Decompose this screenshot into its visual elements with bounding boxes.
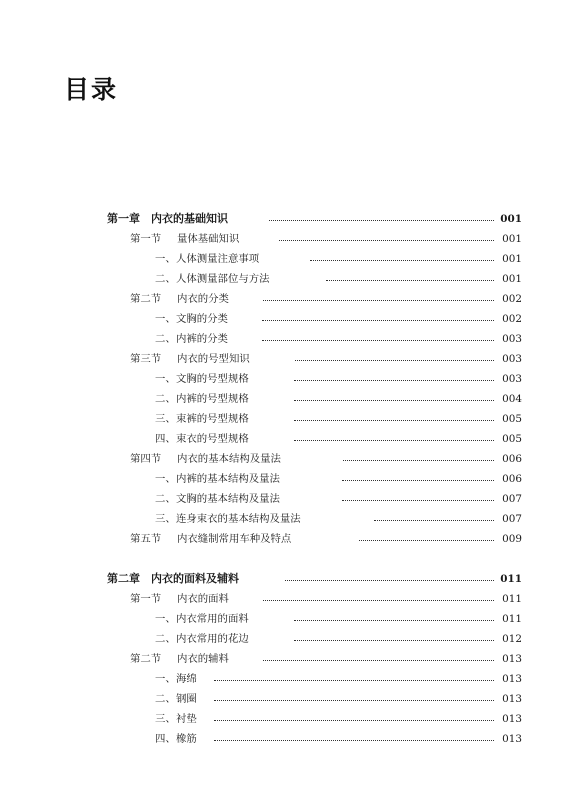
toc-entry-number: 一、 (155, 313, 176, 325)
toc-page-number: 003 (502, 333, 522, 345)
toc-entry-number: 四、 (155, 433, 176, 445)
toc-entry-title: 衬垫 (176, 713, 197, 725)
toc-entry-title: 人体测量注意事项 (176, 253, 260, 265)
dot-leader (294, 640, 494, 641)
dot-leader (295, 360, 494, 361)
toc-chapter-row[interactable] (0, 569, 569, 589)
toc-item-row[interactable] (0, 249, 569, 269)
dot-leader (214, 680, 494, 681)
toc-section-row[interactable] (0, 529, 569, 549)
toc-entry-number: 三、 (155, 513, 176, 525)
toc-item-row[interactable] (0, 609, 569, 629)
toc-entry-title: 文胸的号型规格 (176, 373, 249, 385)
toc-entry-number: 三、 (155, 713, 176, 725)
toc-entry-title: 束衣的号型规格 (176, 433, 249, 445)
dot-leader (263, 600, 494, 601)
toc-entry-number: 四、 (155, 733, 176, 745)
toc-entry-title: 连身束衣的基本结构及量法 (176, 513, 301, 525)
toc-entry-number: 一、 (155, 613, 176, 625)
toc-entry-number: 一、 (155, 373, 176, 385)
toc-entry-number: 二、 (155, 333, 176, 345)
toc-item-row[interactable] (0, 489, 569, 509)
toc-page-number: 009 (502, 533, 522, 545)
toc-entry-number: 二、 (155, 493, 176, 505)
toc-entry-number: 第五节 (130, 533, 162, 545)
toc-section-row[interactable] (0, 589, 569, 609)
toc-entry-title: 内衣的基本结构及量法 (177, 453, 281, 465)
toc-page-number: 007 (502, 513, 522, 525)
toc-entry-title: 内衣的面料及辅料 (151, 572, 239, 585)
toc-entry-title: 量体基础知识 (177, 233, 240, 245)
toc-entry-title: 内衣的号型知识 (177, 353, 250, 365)
toc-entry-title: 海绵 (176, 673, 197, 685)
dot-leader (269, 220, 494, 221)
toc-entry-title: 文胸的基本结构及量法 (176, 493, 280, 505)
toc-entry-title: 文胸的分类 (176, 313, 228, 325)
toc-page-number: 012 (502, 633, 522, 645)
dot-leader (342, 480, 494, 481)
dot-leader (294, 380, 494, 381)
toc-entry-number: 第一章 (107, 212, 140, 225)
toc-section-row[interactable] (0, 349, 569, 369)
toc-entry-title: 内裤的号型规格 (176, 393, 249, 405)
toc-entry-number: 第四节 (130, 453, 162, 465)
toc-page-number: 011 (500, 573, 522, 585)
toc-item-row[interactable] (0, 409, 569, 429)
toc-item-row[interactable] (0, 469, 569, 489)
page-title: 目录 (64, 75, 119, 104)
toc-page-number: 013 (502, 733, 522, 745)
dot-leader (262, 320, 494, 321)
toc-item-row[interactable] (0, 429, 569, 449)
toc-section-row[interactable] (0, 229, 569, 249)
toc-page-number: 013 (502, 653, 522, 665)
toc-item-row[interactable] (0, 389, 569, 409)
toc-page-number: 001 (502, 233, 522, 245)
dot-leader (214, 740, 494, 741)
toc-entry-title: 内衣的分类 (177, 293, 229, 305)
toc-entry-number: 三、 (155, 413, 176, 425)
toc-chapter-row[interactable] (0, 209, 569, 229)
toc-page-number: 001 (502, 273, 522, 285)
toc-page-number: 001 (500, 213, 522, 225)
toc-section-row[interactable] (0, 649, 569, 669)
dot-leader (214, 700, 494, 701)
toc-item-row[interactable] (0, 509, 569, 529)
toc-page-number: 003 (502, 373, 522, 385)
toc-section-row[interactable] (0, 449, 569, 469)
toc-entry-number: 二、 (155, 633, 176, 645)
toc-entry-number: 二、 (155, 273, 176, 285)
dot-leader (294, 440, 494, 441)
toc-entry-title: 橡筋 (176, 733, 197, 745)
toc-entry-title: 内衣缝制常用车种及特点 (177, 533, 292, 545)
toc-item-row[interactable] (0, 269, 569, 289)
toc-entry-number: 第二节 (130, 653, 162, 665)
toc-entry-title: 内衣常用的花边 (176, 633, 249, 645)
toc-page-number: 005 (502, 433, 522, 445)
dot-leader (262, 340, 494, 341)
dot-leader (294, 620, 494, 621)
toc-entry-number: 第三节 (130, 353, 162, 365)
toc-entry-number: 一、 (155, 473, 176, 485)
toc-entry-title: 内衣常用的面料 (176, 613, 249, 625)
toc-entry-number: 第一节 (130, 593, 162, 605)
dot-leader (326, 280, 494, 281)
toc-section-row[interactable] (0, 289, 569, 309)
toc-page-number: 001 (502, 253, 522, 265)
toc-page-number: 007 (502, 493, 522, 505)
toc-entry-title: 束裤的号型规格 (176, 413, 249, 425)
toc-item-row[interactable] (0, 729, 569, 749)
dot-leader (374, 520, 494, 521)
toc-entry-number: 二、 (155, 693, 176, 705)
toc-page-number: 013 (502, 693, 522, 705)
toc-item-row[interactable] (0, 669, 569, 689)
toc-entry-number: 二、 (155, 393, 176, 405)
toc-page-number: 003 (502, 353, 522, 365)
dot-leader (342, 500, 494, 501)
toc-item-row[interactable] (0, 689, 569, 709)
toc-entry-title: 钢圈 (176, 693, 197, 705)
toc-page-number: 011 (502, 613, 522, 625)
toc-entry-title: 内衣的辅料 (177, 653, 229, 665)
dot-leader (310, 260, 494, 261)
toc-entry-number: 一、 (155, 253, 176, 265)
dot-leader (263, 300, 494, 301)
toc-entry-title: 内衣的面料 (177, 593, 229, 605)
toc-page-number: 002 (502, 313, 522, 325)
toc-page-number: 004 (502, 393, 522, 405)
toc-entry-number: 第二章 (107, 572, 140, 585)
toc-page-number: 011 (502, 593, 522, 605)
dot-leader (214, 720, 494, 721)
dot-leader (359, 540, 494, 541)
toc-page-number: 002 (502, 293, 522, 305)
toc-page-number: 013 (502, 673, 522, 685)
toc-entry-title: 内衣的基础知识 (151, 212, 228, 225)
toc-entry-number: 第一节 (130, 233, 162, 245)
toc-item-row[interactable] (0, 329, 569, 349)
dot-leader (279, 240, 494, 241)
toc-item-row[interactable] (0, 369, 569, 389)
toc-page-number: 006 (502, 473, 522, 485)
toc-page-number: 005 (502, 413, 522, 425)
dot-leader (285, 580, 494, 581)
dot-leader (263, 660, 494, 661)
dot-leader (294, 400, 494, 401)
toc-page-number: 013 (502, 713, 522, 725)
dot-leader (343, 460, 494, 461)
toc-page-number: 006 (502, 453, 522, 465)
toc-item-row[interactable] (0, 709, 569, 729)
toc-item-row[interactable] (0, 309, 569, 329)
dot-leader (294, 420, 494, 421)
toc-entry-number: 第二节 (130, 293, 162, 305)
toc-entry-title: 内裤的分类 (176, 333, 228, 345)
toc-entry-number: 一、 (155, 673, 176, 685)
toc-entry-title: 人体测量部位与方法 (176, 273, 270, 285)
toc-entry-title: 内裤的基本结构及量法 (176, 473, 280, 485)
toc-item-row[interactable] (0, 629, 569, 649)
